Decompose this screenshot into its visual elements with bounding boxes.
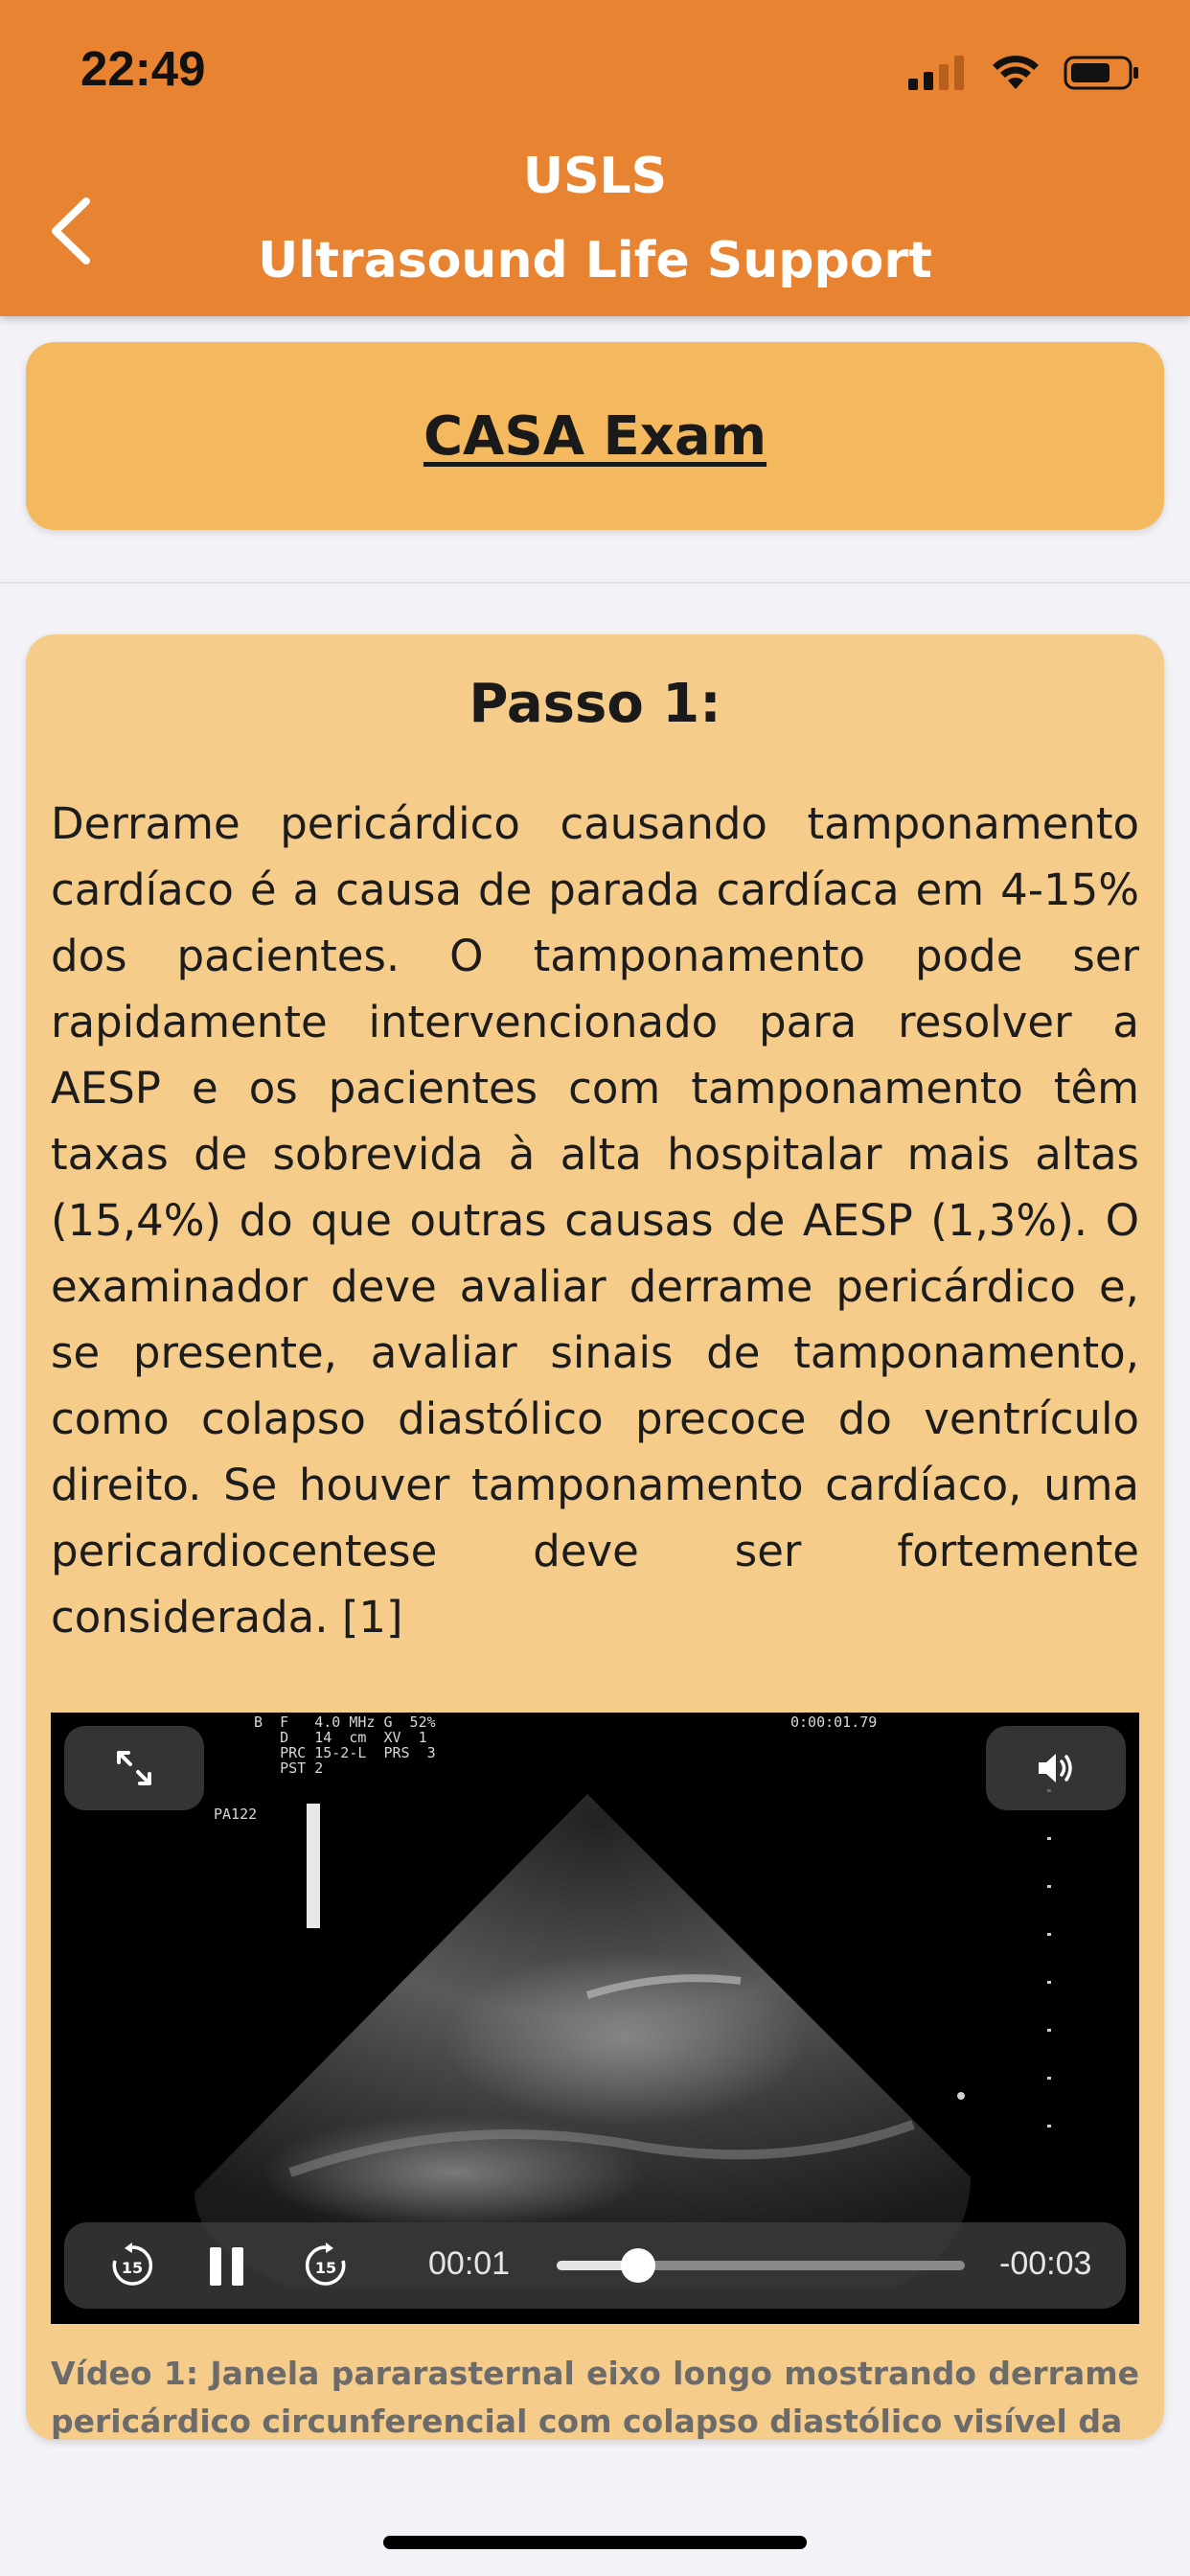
status-icons (908, 50, 1140, 96)
pause-button[interactable] (206, 2243, 248, 2289)
step-title: Passo 1: (469, 673, 721, 735)
wifi-icon (991, 55, 1041, 91)
divider (0, 582, 1190, 584)
step-card (26, 634, 1164, 2440)
nav-title-line2: Ultrasound Life Support (258, 232, 932, 289)
nav-title-line1: USLS (522, 148, 668, 205)
elapsed-time: 00:01 (428, 2245, 511, 2282)
fullscreen-button[interactable] (64, 1726, 204, 1810)
video-caption: Vídeo 1: Janela pararasternal eixo longo mostrando derrame pericárdico circunferencial com colapso diastólico visível da (51, 2355, 1139, 2440)
status-time: 22:49 (80, 41, 206, 96)
exam-card[interactable] (26, 342, 1164, 530)
pause-icon (206, 2243, 248, 2289)
ultrasound-timestamp: 0:00:01.79 (790, 1714, 878, 1731)
exam-title[interactable]: CASA Exam (423, 404, 767, 468)
cellular-signal-icon (908, 56, 968, 90)
speaker-icon (1035, 1747, 1077, 1789)
forward-seconds-label: 15 (314, 2259, 337, 2277)
volume-button[interactable] (986, 1726, 1126, 1810)
forward-15-icon (302, 2242, 350, 2289)
video-controls (64, 2222, 1126, 2309)
progress-track[interactable] (557, 2261, 965, 2270)
video-player[interactable] (51, 1713, 1139, 2324)
forward-button[interactable] (302, 2242, 350, 2289)
home-indicator[interactable] (383, 2536, 807, 2549)
rewind-seconds-label: 15 (121, 2259, 144, 2277)
progress-scrubber[interactable] (621, 2248, 655, 2283)
ultrasound-parameters: B F 4.0 MHz G 52% D 14 cm XV 1 PRC 15-2-L PRS 3 PST 2 (254, 1714, 436, 1777)
rewind-15-icon (108, 2242, 156, 2289)
app-header (0, 0, 1190, 316)
ultrasound-label: PA122 (214, 1806, 258, 1823)
remaining-time: -00:03 (999, 2245, 1092, 2282)
step-body: Derrame pericárdico causando tamponamento cardíaco é a causa de parada cardíaca em 4-15% dos pacientes. O tamponamento pode ser rapidamente intervencionado para resolver a AESP e os pacientes com tamponamento têm taxas de sobrevida à alta hospitalar mais altas (15,4%) do que outras causas de AESP (1,3%). O examinador deve avaliar derrame pericárdico e, se presente, avaliar sinais de tamponamento, como colapso diastólico precoce do ventrículo direito. Se houver tamponamento cardíaco, uma pericardiocentese deve ser fortemente considerada. [1] (51, 798, 1139, 1643)
rewind-button[interactable] (108, 2242, 156, 2289)
battery-icon (1064, 55, 1140, 91)
expand-icon (113, 1747, 155, 1789)
